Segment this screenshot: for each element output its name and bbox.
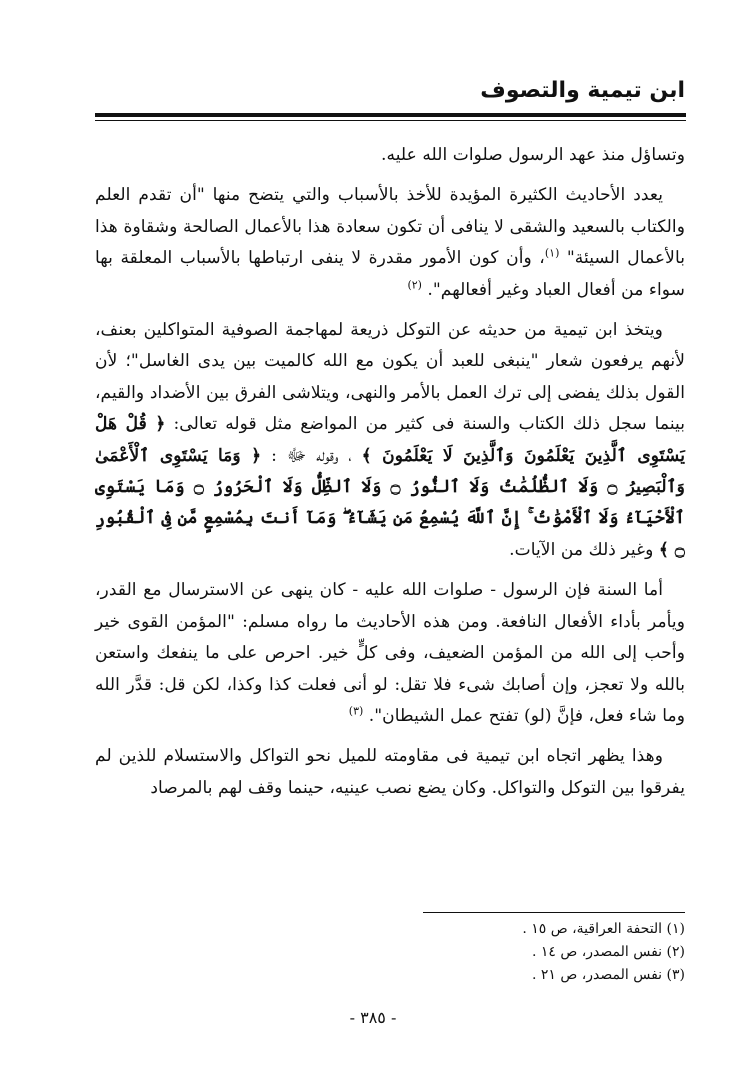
footnote-ref-3: (٣) [348, 704, 364, 718]
paragraph-text: ، وأن كون الأمور مقدرة لا ينفى ارتباطها بالأسباب المعلقة بها سواء من أفعال العباد وغير أفعالهم". [95, 248, 685, 300]
main-text [95, 140, 685, 813]
running-title: ابن تيمية والتصوف [480, 78, 685, 103]
paragraph-text: وغير ذلك من الآيات. [509, 539, 654, 560]
footnote-3: (٣) نفس المصدر، ص ٢١ . [532, 967, 685, 983]
paragraph-text: أما السنة فإن الرسول - صلوات الله عليه - كان ينهى عن الاسترسال مع القدر، ويأمر بأداء الأفعال النافعة. ومن هذه الأحاديث ما رواه مسلم: "المؤمن القوى خير وأحب إلى الله من المؤمن الضعيف، وفى كلٍّ خير. احرص على ما ينفعك واستعن بالله ولا تعجز، وإن أصابك شىء فلا تقل: لو أنى فعلت كذا وكذا، لكن قل: قدَّر الله وما شاء فعل، فإنَّ (لو) تفتح عمل الشيطان". [95, 580, 685, 726]
footnote-ref-1: (١) [544, 246, 560, 260]
footnotes [423, 918, 685, 987]
footnote-1: (١) التحفة العراقية، ص ١٥ . [522, 921, 685, 937]
paragraph-text: ويتخذ ابن تيمية من حديثه عن التوكل ذريعة لمهاجمة الصوفية المتواكلين بعنف، لأنهم يرفعون شعار "ينبغى للعبد أن يكون مع الله كالميت بين يدى الغاسل"؛ لأن القول بذلك يفضى إلى ترك العمل بالأمر والنهى، ويتلاشى الفرق بين الأضداد والقيم، بينما سجل ذلك الكتاب والسنة فى كثير من المواضع مثل قوله تعالى: [95, 320, 685, 435]
paragraph-text: ، وقوله ﷻ : [271, 445, 352, 466]
footnote-separator [423, 912, 685, 913]
paragraph-1 [95, 140, 685, 171]
paragraph-3 [95, 315, 685, 566]
paragraph-4 [95, 575, 685, 732]
paragraph-text: وهذا يظهر اتجاه ابن تيمية فى مقاومته للميل نحو التواكل والاستسلام للذين لم يفرقوا بين التوكل والتواكل. وكان يضع نصب عينيه، حينما وقف لهم بالمرصاد [95, 746, 685, 798]
quran-verse-2: ﴿ وَمَا يَسْتَوِى ٱلْأَعْمَىٰ وَٱلْبَصِيرُ ۝ وَلَا ٱلظُّلُمَٰتُ وَلَا ٱلنُّورُ ۝ وَلَا ٱلظِّلُّ وَلَا ٱلْحَرُورُ ۝ وَمَا يَسْتَوِى ٱلْأَحْيَآءُ وَلَا ٱلْأَمْوَٰتُ ۚ إِنَّ ٱللَّهَ يُسْمِعُ مَن يَشَآءُ ۖ وَمَآ أَنتَ بِمُسْمِعٍ مَّن فِى ٱلْقُبُورِ ۝ ﴾ [95, 445, 685, 560]
paragraph-text: يعدد الأحاديث الكثيرة المؤيدة للأخذ بالأسباب والتي يتضح منها "أن تقدم العلم والكتاب بالسعيد والشقى لا ينافى أن تكون سعادة هذا بالأعمال الصالحة وشقاوة هذا بالأعمال السيئة" [95, 185, 686, 269]
header-rule-thick [95, 113, 686, 117]
page-header [95, 76, 685, 106]
page-number: - ٣٨٥ - [349, 1008, 397, 1027]
quran-verse-1: ﴿ قُلْ هَلْ يَسْتَوِى ٱلَّذِينَ يَعْلَمُونَ وَٱلَّذِينَ لَا يَعْلَمُونَ ﴾ [95, 414, 685, 466]
header-rule-thin [95, 120, 686, 121]
paragraph-text: وتساؤل منذ عهد الرسول صلوات الله عليه. [381, 145, 685, 165]
footnote-ref-2: (٢) [407, 277, 422, 291]
footnote-2: (٢) نفس المصدر، ص ١٤ . [532, 944, 685, 960]
paragraph-2 [95, 180, 685, 306]
paragraph-5 [95, 741, 685, 804]
